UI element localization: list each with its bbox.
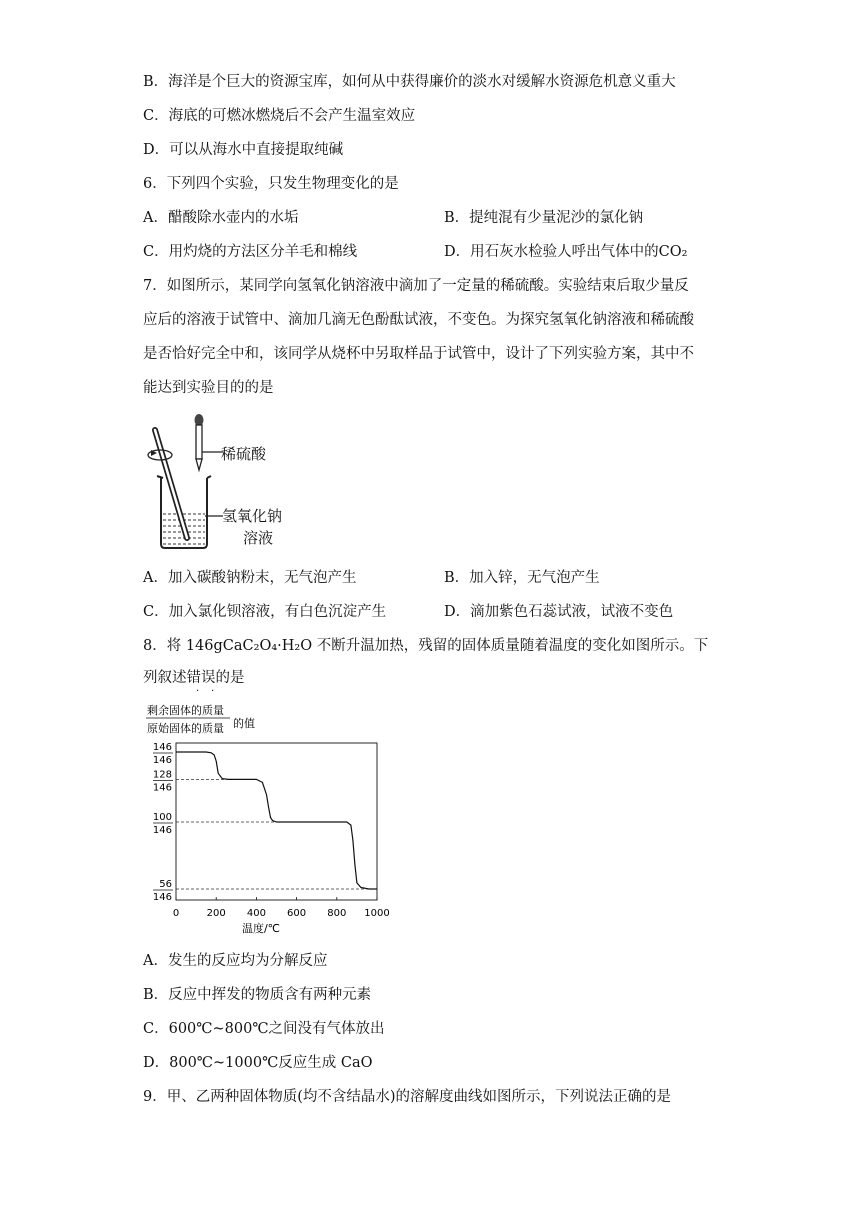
q7-stem-line3: 是否恰好完全中和，该同学从烧杯中另取样品于试管中，设计了下列实验方案，其中不 — [143, 346, 694, 362]
q5-option-c: C．海底的可燃冰燃烧后不会产生温室效应 — [143, 108, 416, 124]
q7-option-c: C．加入氯化钡溶液，有白色沉淀产生 — [143, 604, 387, 620]
q6-stem: 6．下列四个实验，只发生物理变化的是 — [143, 176, 399, 192]
y-tick-denominator: 146 — [152, 782, 172, 794]
y-tick-numerator: 128 — [152, 769, 172, 781]
beaker-figure — [143, 410, 303, 555]
q7-option-d: D．滴加紫色石蕊试液，试液不变色 — [444, 604, 674, 620]
q7-option-b: B．加入锌，无气泡产生 — [444, 570, 600, 586]
base-label-line2: 溶液 — [243, 529, 274, 547]
ylabel-numerator: 剩余固体的质量 — [147, 704, 224, 717]
emphasis-dot: · — [211, 686, 215, 697]
q7-stem-line4: 能达到实验目的的是 — [143, 380, 274, 396]
ylabel-denominator: 原始固体的质量 — [147, 722, 224, 735]
q6-option-a: A．醋酸除水壶内的水垢 — [143, 210, 299, 226]
x-tick-label: 400 — [246, 908, 266, 919]
acid-label: 稀硫酸 — [221, 445, 267, 463]
mass-temperature-chart — [143, 700, 403, 940]
x-tick-label: 200 — [206, 908, 226, 919]
y-tick-numerator: 146 — [152, 742, 172, 753]
q8-option-c: C．600℃~800℃之间没有气体放出 — [143, 1021, 385, 1037]
q8-stem-line1: 8．将 146gCaC₂O₄·H₂O 不断升温加热，残留的固体质量随着温度的变化如图所示。下 — [143, 638, 709, 654]
q8-option-d: D．800℃~1000℃反应生成 CaO — [143, 1055, 373, 1071]
x-tick-label: 600 — [287, 908, 307, 919]
y-tick-numerator: 100 — [152, 812, 172, 824]
y-tick-denominator: 146 — [152, 755, 172, 766]
base-label-line1: 氢氧化钠 — [222, 507, 283, 525]
q7-stem-line1: 7．如图所示，某同学向氢氧化钠溶液中滴加了一定量的稀硫酸。实验结束后取少量反 — [143, 278, 689, 294]
q9-stem: 9．甲、乙两种固体物质(均不含结晶水)的溶解度曲线如图所示，下列说法正确的是 — [143, 1089, 672, 1105]
q8-stem-line2: 列叙述错误的是 — [143, 670, 245, 686]
q6-option-c: C．用灼烧的方法区分羊毛和棉线 — [143, 244, 358, 260]
emphasis-dot: · — [196, 686, 200, 697]
y-tick-numerator: 56 — [159, 879, 172, 890]
q7-option-a: A．加入碳酸钠粉末，无气泡产生 — [143, 570, 357, 586]
q7-stem-line2: 应后的溶液于试管中、滴加几滴无色酚酞试液，不变色。为探究氢氧化钠溶液和稀硫酸 — [143, 312, 694, 328]
q8-option-b: B．反应中挥发的物质含有两种元素 — [143, 987, 372, 1003]
q8-option-a: A．发生的反应均为分解反应 — [143, 953, 328, 969]
y-tick-denominator: 146 — [152, 892, 172, 903]
q5-option-d: D．可以从海水中直接提取纯碱 — [143, 142, 344, 158]
mass-curve — [176, 752, 377, 889]
x-tick-label: 1000 — [364, 908, 390, 919]
q6-option-b: B．提纯混有少量泥沙的氯化钠 — [444, 210, 644, 226]
q5-option-b: B．海洋是个巨大的资源宝库，如何从中获得廉价的淡水对缓解水资源危机意义重大 — [143, 74, 676, 90]
y-tick-denominator: 146 — [152, 825, 172, 837]
x-tick-label: 0 — [172, 908, 180, 919]
x-tick-label: 800 — [327, 908, 347, 919]
ylabel-suffix: 的值 — [233, 717, 255, 730]
xlabel: 温度/℃ — [241, 922, 281, 935]
q6-option-d: D．用石灰水检验人呼出气体中的CO₂ — [444, 244, 688, 260]
